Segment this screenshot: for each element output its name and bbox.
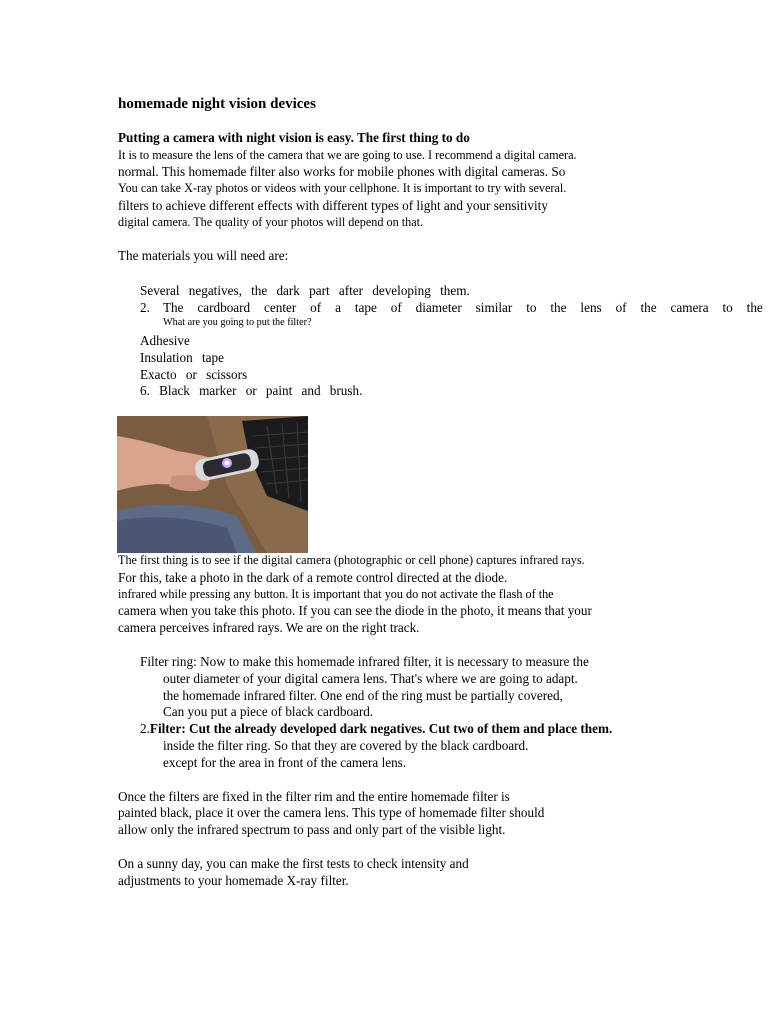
intro-line: filters to achieve different effects with different types of light and your sensitivity xyxy=(118,198,548,213)
remote-control-photo xyxy=(117,416,308,553)
word: to xyxy=(722,300,733,315)
final-line: On a sunny day, you can make the first tests to check intensity and xyxy=(118,856,469,871)
page-title: homemade night vision devices xyxy=(118,96,316,112)
word: cardboard xyxy=(197,300,251,315)
step-ring: Filter ring: Now to make this homemade infrared filter, it is necessary to measure the xyxy=(140,654,589,669)
step-ring-line: Can you put a piece of black cardboard. xyxy=(163,704,374,719)
body-line: For this, take a photo in the dark of a remote control directed at the diode. xyxy=(118,570,508,585)
word: lens xyxy=(580,300,602,315)
material-item-1: Several negatives, the dark part after developing them. xyxy=(140,283,470,298)
materials-heading: The materials you will need are: xyxy=(118,248,289,263)
material-item-5: Exacto or scissors xyxy=(140,367,248,382)
material-item-2-continuation: What are you going to put the filter? xyxy=(163,317,312,328)
word: the xyxy=(550,300,567,315)
step-filter-bold: Filter: Cut the already developed dark negatives. Cut two of them and place them. xyxy=(149,721,613,736)
intro-lead: Putting a camera with night vision is easy. The first thing to do xyxy=(118,130,470,145)
final-line: adjustments to your homemade X-ray filter. xyxy=(118,873,349,888)
step-filter xyxy=(140,721,612,736)
intro-line: It is to measure the lens of the camera that we are going to use. I recommend a digital camera. xyxy=(118,148,577,162)
body-line: infrared while pressing any button. It is important that you do not activate the flash of the xyxy=(118,587,554,601)
word: diameter xyxy=(415,300,462,315)
word: The xyxy=(163,300,184,315)
body-line: camera when you take this photo. If you can see the diode in the photo, it means that your xyxy=(118,603,592,618)
intro-line: You can take X-ray photos or videos with your cellphone. It is important to try with several. xyxy=(118,181,567,195)
closing-line: Once the filters are fixed in the filter rim and the entire homemade filter is xyxy=(118,789,510,804)
material-item-4: Insulation tape xyxy=(140,350,224,365)
material-item-2 xyxy=(163,300,763,315)
body-line: The first thing is to see if the digital camera (photographic or cell phone) captures infrared rays. xyxy=(118,553,585,567)
material-item-3: Adhesive xyxy=(140,333,190,348)
intro-line: digital camera. The quality of your photos will depend on that. xyxy=(118,215,424,229)
word: of xyxy=(390,300,402,315)
closing-line: allow only the infrared spectrum to pass and only part of the visible light. xyxy=(118,822,506,837)
word: to xyxy=(526,300,537,315)
body-line: camera perceives infrared rays. We are on the right track. xyxy=(118,620,420,635)
closing-line: painted black, place it over the camera lens. This type of homemade filter should xyxy=(118,805,545,820)
word: of xyxy=(615,300,627,315)
word: center xyxy=(264,300,297,315)
step-filter-number: 2. xyxy=(140,721,150,736)
step-ring-line: the homemade infrared filter. One end of the ring must be partially covered, xyxy=(163,688,563,703)
word: camera xyxy=(670,300,709,315)
word: the xyxy=(746,300,763,315)
word: a xyxy=(335,300,341,315)
material-item-6: 6. Black marker or paint and brush. xyxy=(140,383,363,398)
word: of xyxy=(310,300,322,315)
word: tape xyxy=(354,300,377,315)
intro-line: normal. This homemade filter also works for mobile phones with digital cameras. So xyxy=(118,164,566,179)
word: the xyxy=(640,300,657,315)
word: similar xyxy=(475,300,513,315)
material-item-2-number: 2. xyxy=(140,300,150,315)
photo-illustration xyxy=(117,416,308,553)
step-filter-line: except for the area in front of the camera lens. xyxy=(163,755,407,770)
step-filter-line: inside the filter ring. So that they are covered by the black cardboard. xyxy=(163,738,529,753)
step-ring-line: outer diameter of your digital camera lens. That's where we are going to adapt. xyxy=(163,671,578,686)
